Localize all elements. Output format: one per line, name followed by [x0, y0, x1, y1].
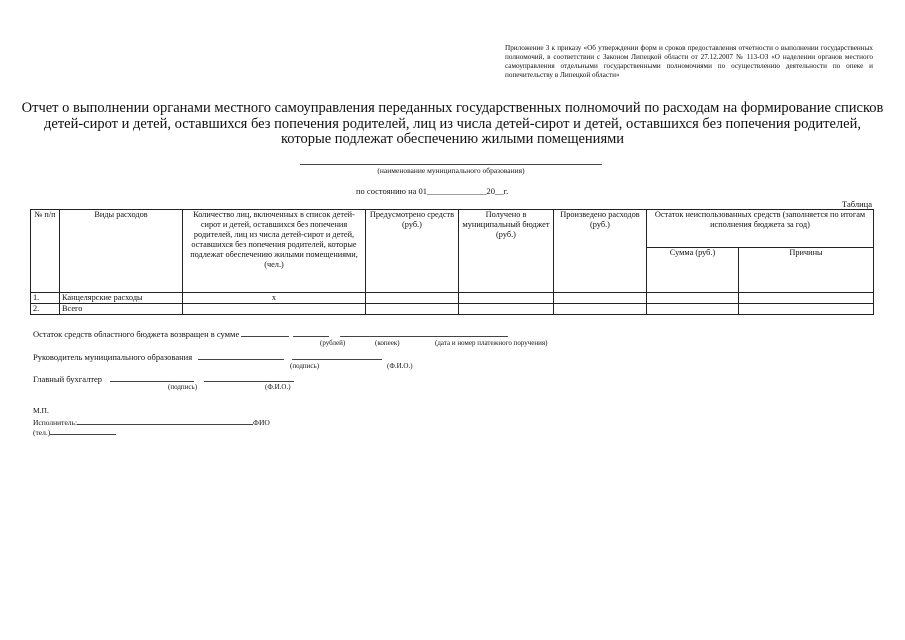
table-row — [31, 304, 874, 315]
phone-line — [33, 426, 116, 437]
header-number: № п/п — [31, 210, 60, 293]
header-remaining: Остаток неиспользованных средств (заполняется по итогам исполнения бюджета за год) — [647, 210, 874, 248]
row-count: х — [183, 293, 366, 304]
accountant-signature-blank — [110, 372, 194, 382]
returned-funds-line — [33, 327, 508, 339]
accountant-fio-caption: (Ф.И.О.) — [265, 383, 291, 391]
row-count — [183, 304, 366, 315]
header-reasons: Причины — [739, 248, 874, 293]
header-persons-count: Количество лиц, включенных в список детей-сирот и детей, оставшихся без попечения родителей, лиц из числа детей-сирот и детей, оставшихся без попечения родителей, которые подлежат обеспечению жилыми помещениями, (чел.) — [183, 210, 366, 293]
executor-label: Исполнитель: — [33, 418, 78, 427]
rubles-caption: (рублей) — [320, 339, 346, 347]
row-kind: Канцелярские расходы — [60, 293, 183, 304]
kopecks-caption: (копеек) — [375, 339, 400, 347]
as-of-date: по состоянию на 01______________20__г. — [356, 186, 509, 196]
payment-caption: (дата и номер платежного поручения) — [435, 339, 548, 347]
header-received: Получено в муниципальный бюджет (руб.) — [459, 210, 554, 293]
head-label: Руководитель муниципального образования — [33, 352, 193, 362]
head-fio-blank — [292, 350, 382, 360]
kopecks-blank — [293, 327, 329, 337]
phone-blank — [50, 426, 116, 435]
appendix-note: Приложение 3 к приказу «Об утверждении форм и сроков предоставления отчетности о выполнении государственных полномочий, в соответствии с Законом Липецкой области от 27.12.2007 № 113-ОЗ «О наделении органов местного самоуправления отдельными государственными полномочиями по осуществлению деятельности по опеке и попечительству в Липецкой области» — [505, 44, 873, 79]
header-planned: Предусмотрено средств (руб.) — [366, 210, 459, 293]
returned-funds-label: Остаток средств областного бюджета возвращен в сумме — [33, 329, 240, 339]
row-number: 1. — [31, 293, 60, 304]
head-signature-blank — [198, 350, 284, 360]
executor-fio-label: ФИО — [253, 418, 270, 427]
head-signature-caption: (подпись) — [290, 362, 320, 370]
accountant-label: Главный бухгалтер — [33, 374, 103, 384]
accountant-fio-blank — [204, 372, 294, 382]
executor-blank — [77, 416, 253, 425]
header-expense-kind: Виды расходов — [60, 210, 183, 293]
report-table — [30, 209, 874, 315]
municipality-name-line — [300, 164, 602, 165]
accountant-signature-caption: (подпись) — [168, 383, 198, 391]
head-fio-caption: (Ф.И.О.) — [387, 362, 413, 370]
stamp-place: М.П. — [33, 406, 49, 415]
table-label: Таблица — [842, 199, 872, 209]
header-spent: Произведено расходов (руб.) — [554, 210, 647, 293]
accountant-line — [33, 372, 294, 384]
phone-label: (тел.) — [33, 428, 51, 437]
table-row — [31, 293, 874, 304]
municipality-caption: (наименование муниципального образования) — [377, 166, 525, 175]
head-line — [33, 350, 382, 362]
document-title: Отчет о выполнении органами местного самоуправления переданных государственных полномочий по расходам на формирование списков детей-сирот и детей, оставшихся без попечения родителей, лиц из числа детей-сирот и детей, оставшихся без попечения родителей, которые подлежат обеспечению жилыми помещениями — [21, 100, 884, 147]
rubles-blank — [241, 327, 289, 337]
header-sum: Сумма (руб.) — [647, 248, 739, 293]
row-kind: Всего — [60, 304, 183, 315]
row-number: 2. — [31, 304, 60, 315]
payment-blank — [340, 327, 508, 337]
